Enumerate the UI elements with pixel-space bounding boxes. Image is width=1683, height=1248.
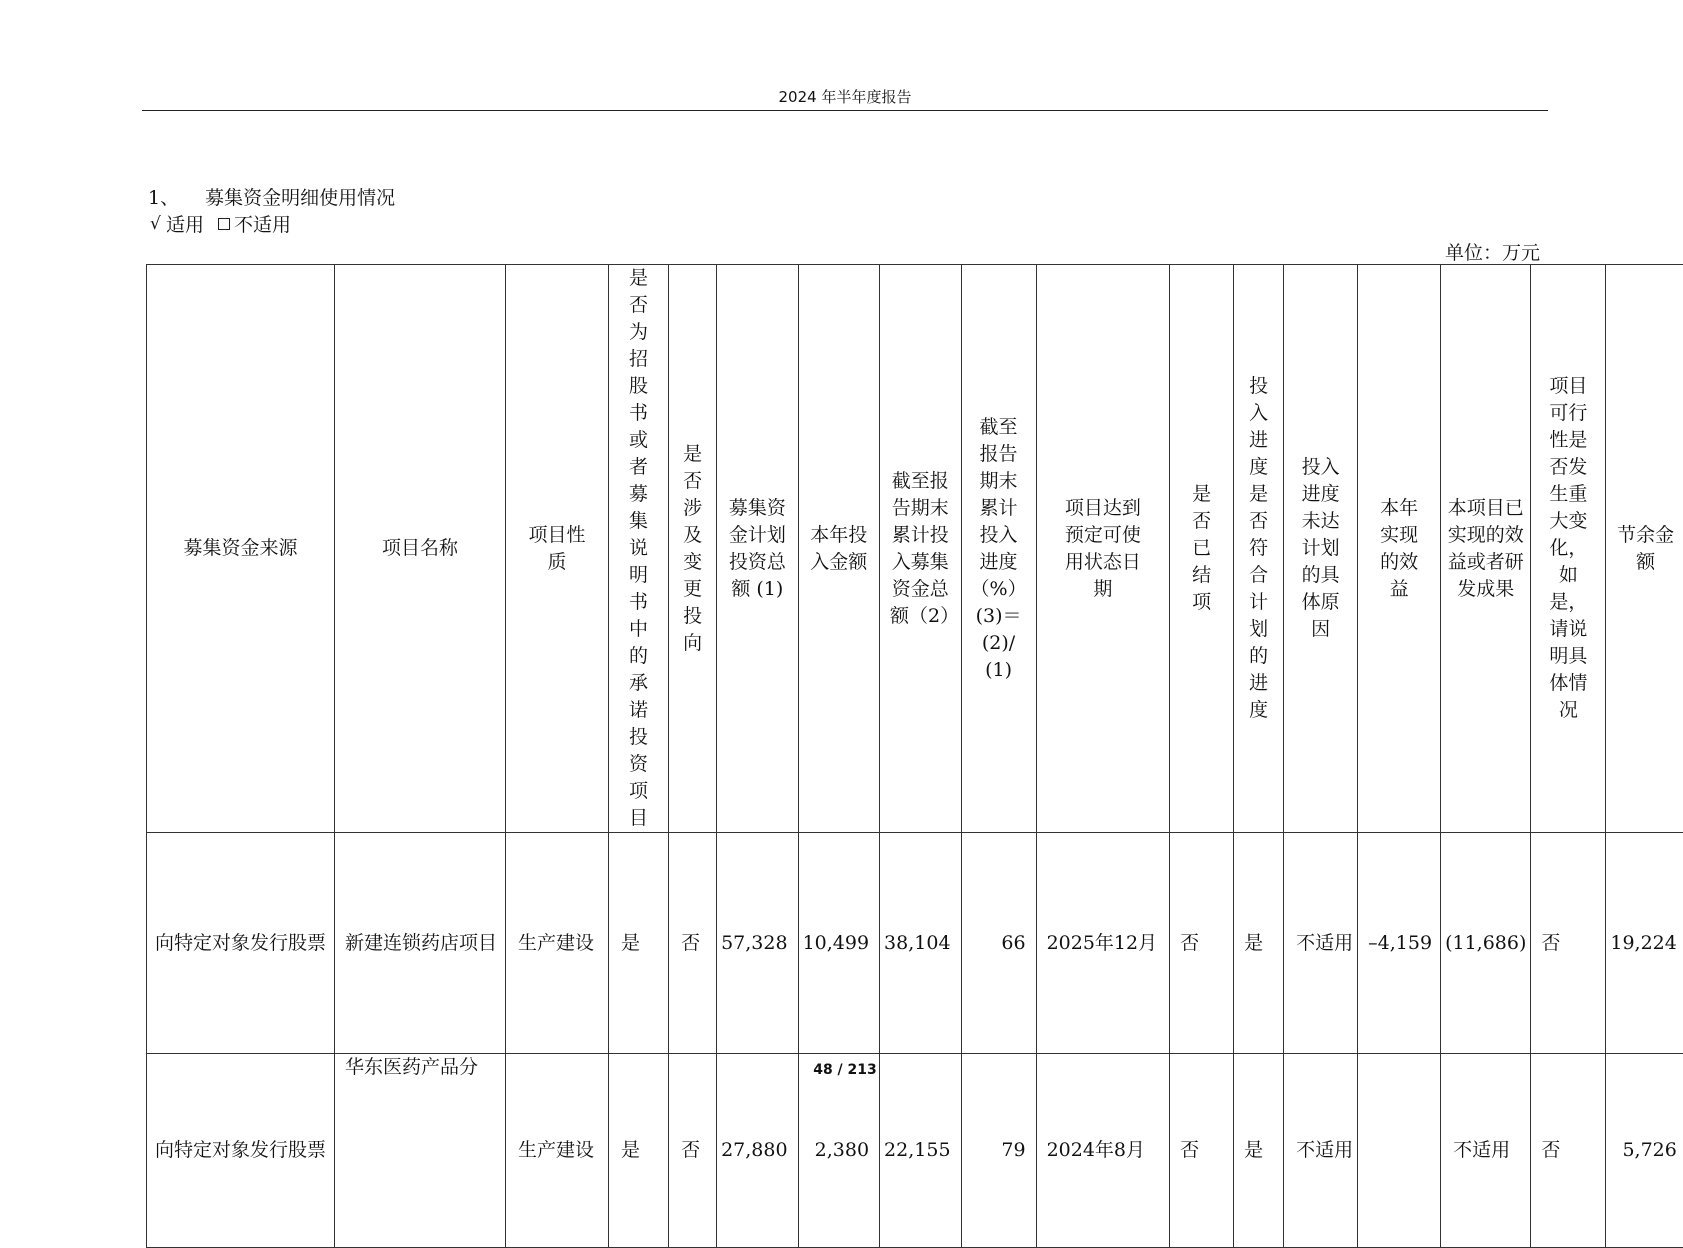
- header-divider: [142, 110, 1548, 111]
- section-title-text: 募集资金明细使用情况: [205, 187, 395, 209]
- cell-project-nature: 生产建设: [506, 1054, 609, 1248]
- column-header: 募集资金计划投资总额 (1): [717, 265, 798, 833]
- cell-delay-reason: 不适用: [1284, 833, 1358, 1054]
- column-header: 投入进度未达计划的具体原因: [1284, 265, 1358, 833]
- cell-current-benefit: –4,159: [1358, 833, 1441, 1054]
- cell-feasibility-change: 否: [1531, 1054, 1606, 1248]
- column-header: 截至报告期末累计投入进度（%）(3)＝(2)/(1): [961, 265, 1036, 833]
- unit-label: 单位：万元: [1390, 238, 1540, 265]
- column-header: 项目达到预定可使用状态日期: [1036, 265, 1170, 833]
- option-applicable: [150, 210, 204, 237]
- cell-current-benefit: [1358, 1054, 1441, 1248]
- cell-source: 向特定对象发行股票: [147, 1054, 335, 1248]
- cell-progress: 79: [961, 1054, 1036, 1248]
- column-header: 节余金额: [1606, 265, 1683, 833]
- column-header: 募集资金来源: [147, 265, 335, 833]
- cell-changed: 否: [669, 833, 717, 1054]
- cell-current-year: 2,380: [798, 1054, 879, 1248]
- cell-current-year: 10,499: [798, 833, 879, 1054]
- cell-project-name: 新建连锁药店项目: [335, 833, 506, 1054]
- cell-project-nature: 生产建设: [506, 833, 609, 1054]
- cell-committed: 是: [609, 1054, 669, 1248]
- cell-committed: 是: [609, 833, 669, 1054]
- applicability-options: [150, 210, 305, 237]
- checkmark-icon: √: [150, 214, 162, 234]
- cell-realized-benefit: 不适用: [1441, 1054, 1531, 1248]
- cell-delay-reason: 不适用: [1284, 1054, 1358, 1248]
- cell-feasibility-change: 否: [1531, 833, 1606, 1054]
- column-header: 是否涉及变更投向: [669, 265, 717, 833]
- table-row: [147, 833, 1683, 1054]
- cell-project-name: 华东医药产品分: [335, 1054, 506, 1248]
- table-row: [147, 1054, 1683, 1248]
- column-header: 本年投入金额: [798, 265, 879, 833]
- column-header: 本年实现的效益: [1358, 265, 1441, 833]
- cell-on-schedule: 是: [1234, 1054, 1284, 1248]
- column-header: 本项目已实现的效益或者研发成果: [1441, 265, 1531, 833]
- option-applicable-label: 适用: [166, 210, 204, 237]
- section-number: 1、: [148, 187, 179, 209]
- cell-closed: 否: [1170, 833, 1234, 1054]
- cell-realized-benefit: (11,686): [1441, 833, 1531, 1054]
- column-header: 项目名称: [335, 265, 506, 833]
- option-not-applicable: [218, 210, 291, 237]
- section-title: [148, 183, 395, 210]
- cell-on-schedule: 是: [1234, 833, 1284, 1054]
- fund-usage-table: [146, 264, 1683, 1248]
- cell-ready-date: 2024年8月: [1036, 1054, 1170, 1248]
- column-header: 项目性质: [506, 265, 609, 833]
- cell-surplus: 19,224: [1606, 833, 1683, 1054]
- page-number: 48 / 213: [142, 1062, 1548, 1078]
- cell-changed: 否: [669, 1054, 717, 1248]
- option-not-applicable-label: 不适用: [234, 210, 291, 237]
- report-header: 2024 年半年度报告: [142, 86, 1548, 107]
- cell-source: 向特定对象发行股票: [147, 833, 335, 1054]
- column-header: 截至报告期末累计投入募集资金总额（2）: [880, 265, 961, 833]
- empty-checkbox-icon: [218, 218, 230, 230]
- cell-progress: 66: [961, 833, 1036, 1054]
- cell-cumulative: 38,104: [880, 833, 961, 1054]
- column-header: 是否已结项: [1170, 265, 1234, 833]
- column-header: 项目可行性是否发生重大变化，如是，请说明具体情况: [1531, 265, 1606, 833]
- cell-closed: 否: [1170, 1054, 1234, 1248]
- cell-planned-total: 57,328: [717, 833, 798, 1054]
- table-header-row: [147, 265, 1683, 833]
- cell-planned-total: 27,880: [717, 1054, 798, 1248]
- column-header: 是否为招股书或者募集说明书中的承诺投资项目: [609, 265, 669, 833]
- cell-cumulative: 22,155: [880, 1054, 961, 1248]
- cell-surplus: 5,726: [1606, 1054, 1683, 1248]
- column-header: 投入进度是否符合计划的进度: [1234, 265, 1284, 833]
- cell-ready-date: 2025年12月: [1036, 833, 1170, 1054]
